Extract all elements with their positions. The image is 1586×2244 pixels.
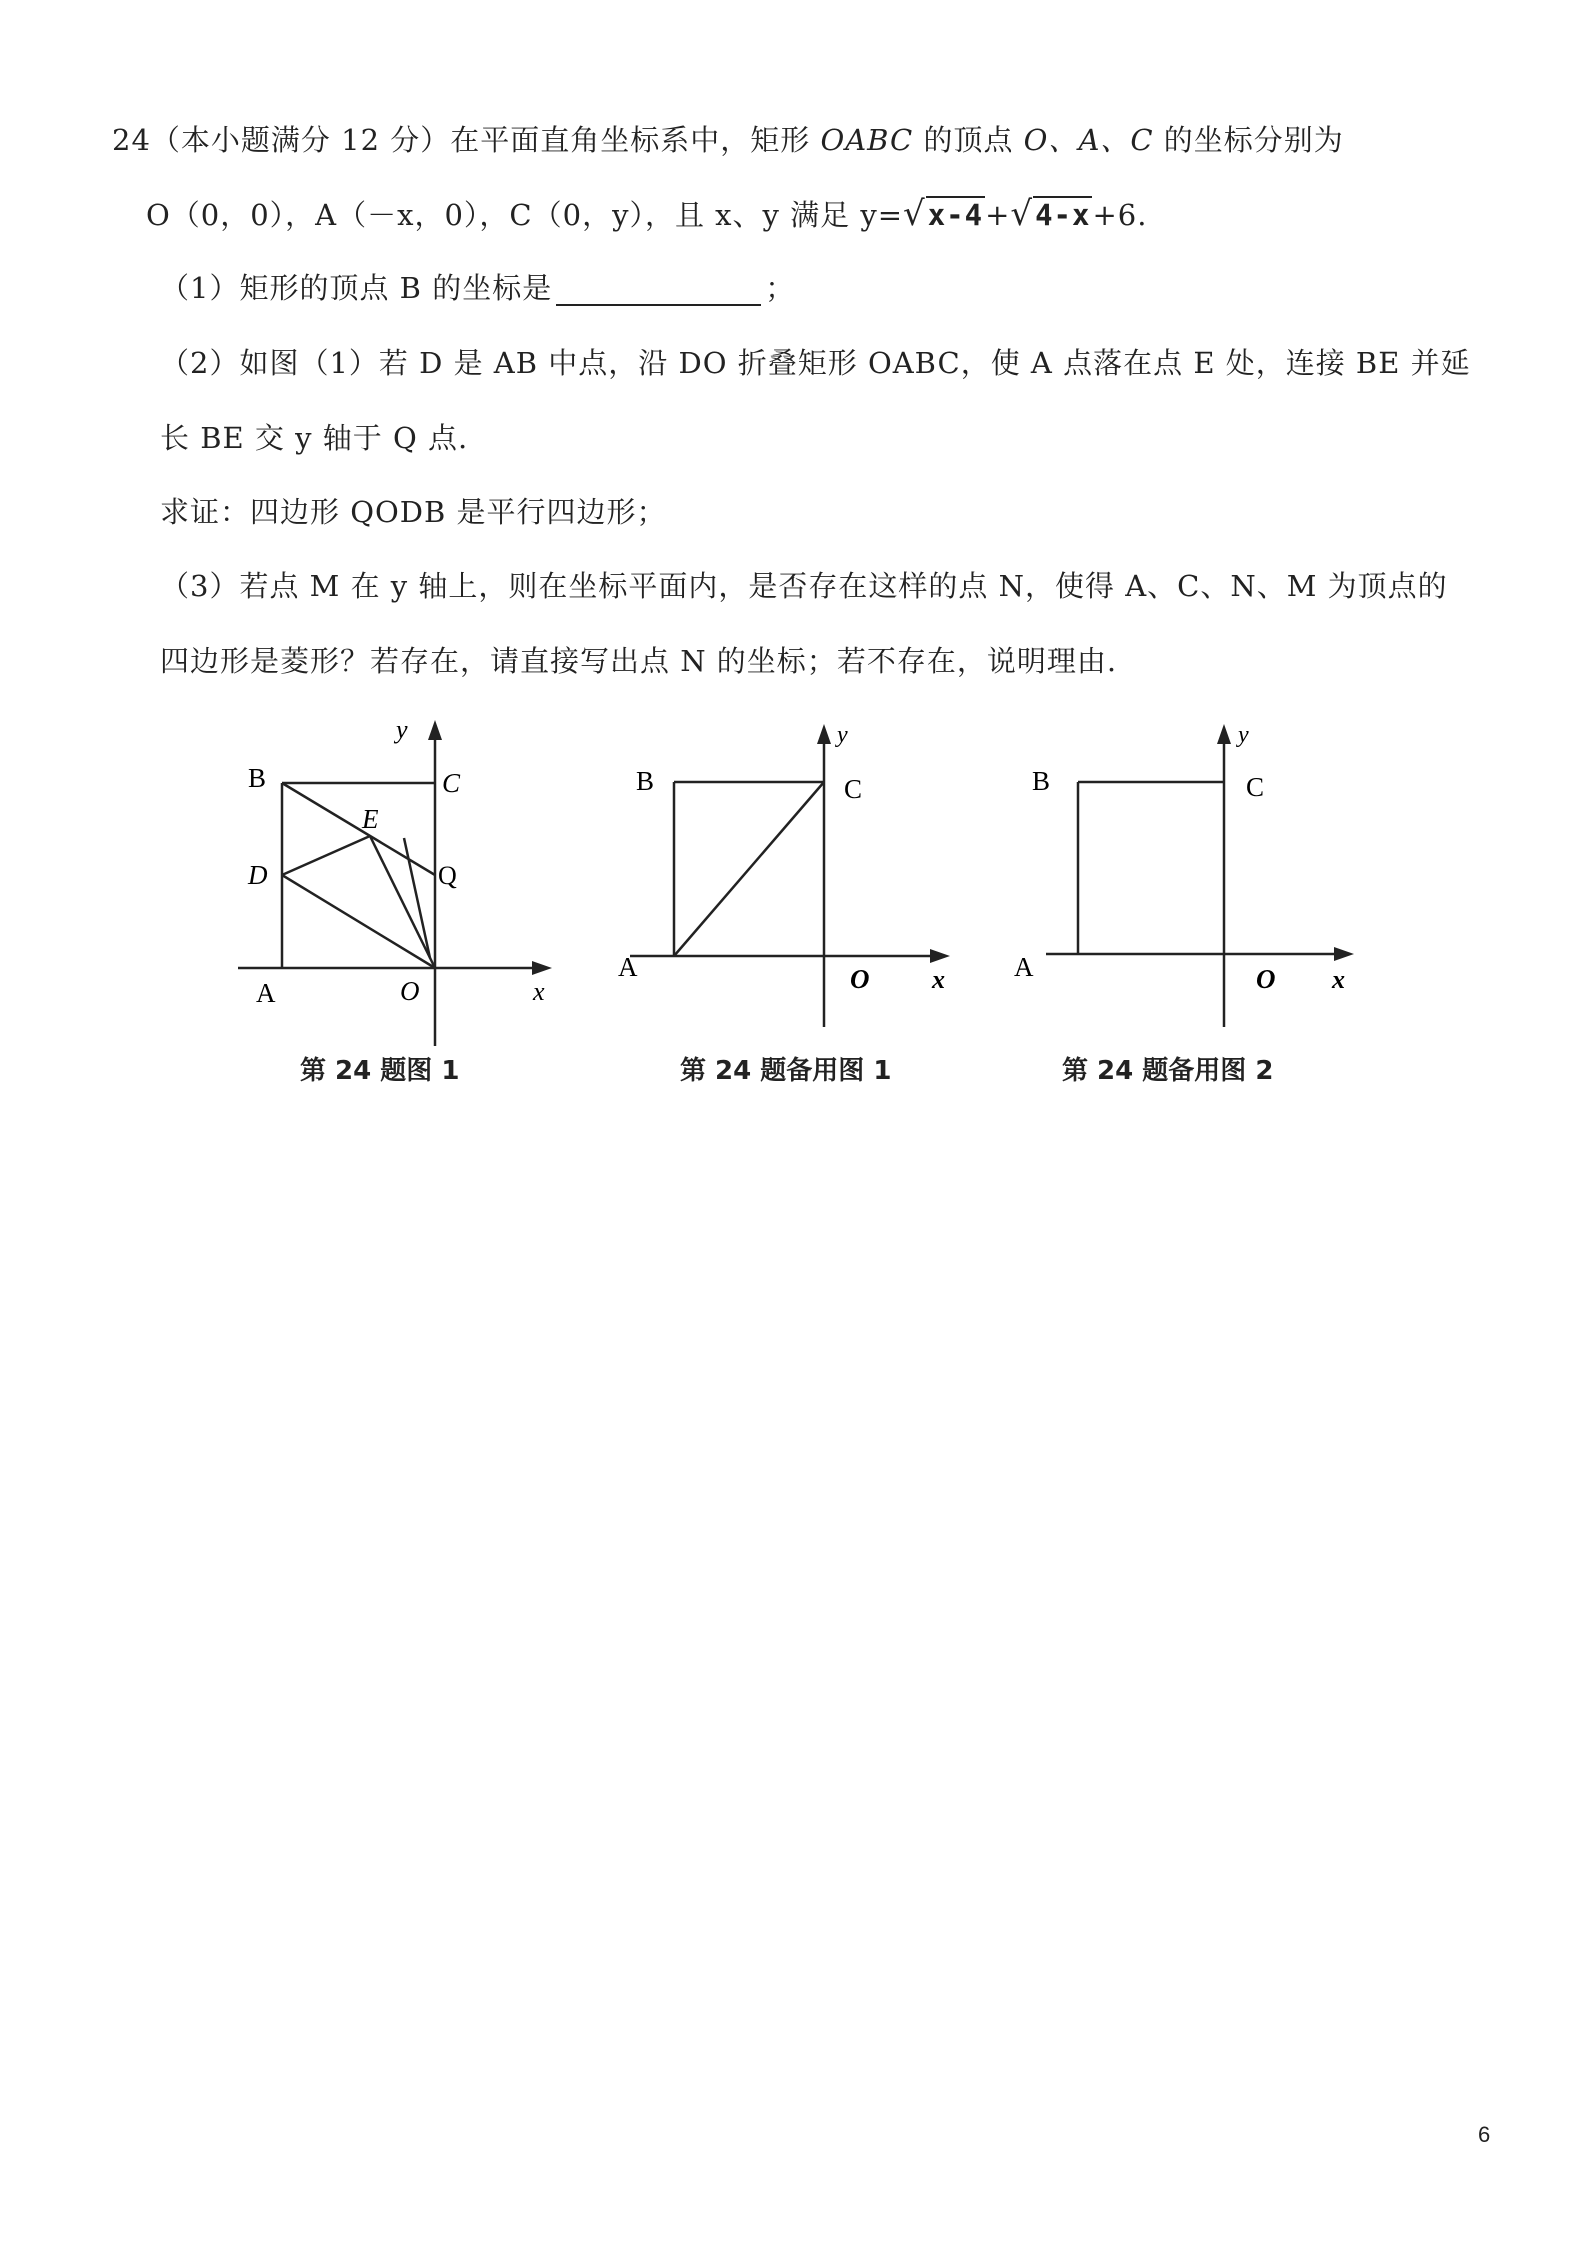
point-a-label: A: [256, 978, 276, 1008]
point-b-label: B: [248, 763, 267, 793]
x-axis-label: x: [932, 965, 945, 994]
point-d-label: D: [248, 860, 268, 890]
proof-statement: 求证：四边形 QODB 是平行四边形；: [160, 495, 667, 529]
y-axis-label: y: [396, 715, 408, 744]
point-c-label: C: [1246, 772, 1265, 802]
part-2-line-1: （2）如图（1）若 D 是 AB 中点，沿 DO 折叠矩形 OABC，使 A 点落在点 E 处，连接 BE 并延: [160, 346, 1471, 380]
figure-3-caption: 第 24 题备用图 2: [1062, 1056, 1274, 1086]
x-axis-label: x: [1332, 965, 1345, 994]
part-3-line-2: 四边形是菱形？若存在，请直接写出点 N 的坐标；若不存在，说明理由.: [160, 644, 1118, 678]
origin-label: O: [850, 964, 870, 994]
point-q-label: Q: [438, 861, 457, 890]
figure-1-caption: 第 24 题图 1: [300, 1056, 460, 1086]
figure-1: [220, 710, 580, 1064]
part-1: （1）矩形的顶点 B 的坐标是 ；: [160, 271, 796, 305]
condition-line: O（0，0），A（－x，0），C（0，y），且 x、y 满足 y=√x-4+√4-x+6.: [146, 194, 1148, 234]
page-number: 6: [1478, 2122, 1491, 2147]
point-b-label: B: [636, 766, 655, 796]
rect-name: OABC: [820, 123, 914, 157]
point-a-label: A: [618, 952, 638, 982]
part-3-line-1: （3）若点 M 在 y 轴上，则在坐标平面内，是否存在这样的点 N，使得 A、C、N、M 为顶点的: [160, 569, 1448, 603]
x-axis-label: x: [533, 977, 545, 1006]
point-c-label: C: [844, 774, 863, 804]
vertex-names: O、A、C: [1023, 123, 1154, 157]
point-e-label: E: [362, 804, 379, 834]
part-2-line-2: 长 BE 交 y 轴于 Q 点.: [160, 421, 469, 455]
y-axis-label: y: [1238, 722, 1249, 748]
point-b-label: B: [1032, 766, 1051, 796]
sqrt-term-1: √x-4: [903, 194, 984, 234]
figure-3: [1016, 712, 1376, 1036]
point-a-label: A: [1014, 952, 1034, 982]
origin-label: O: [400, 976, 420, 1006]
point-c-label: C: [442, 768, 461, 798]
figure-2-caption: 第 24 题备用图 1: [680, 1056, 892, 1086]
answer-blank[interactable]: [556, 276, 761, 306]
figure-2: [612, 712, 992, 1036]
y-axis-label: y: [837, 722, 848, 748]
origin-label: O: [1256, 964, 1276, 994]
sqrt-term-2: √4-x: [1010, 194, 1091, 234]
question-header: 24（本小题满分 12 分）在平面直角坐标系中，矩形 OABC 的顶点 O、A、C 的坐标分别为: [112, 123, 1344, 157]
